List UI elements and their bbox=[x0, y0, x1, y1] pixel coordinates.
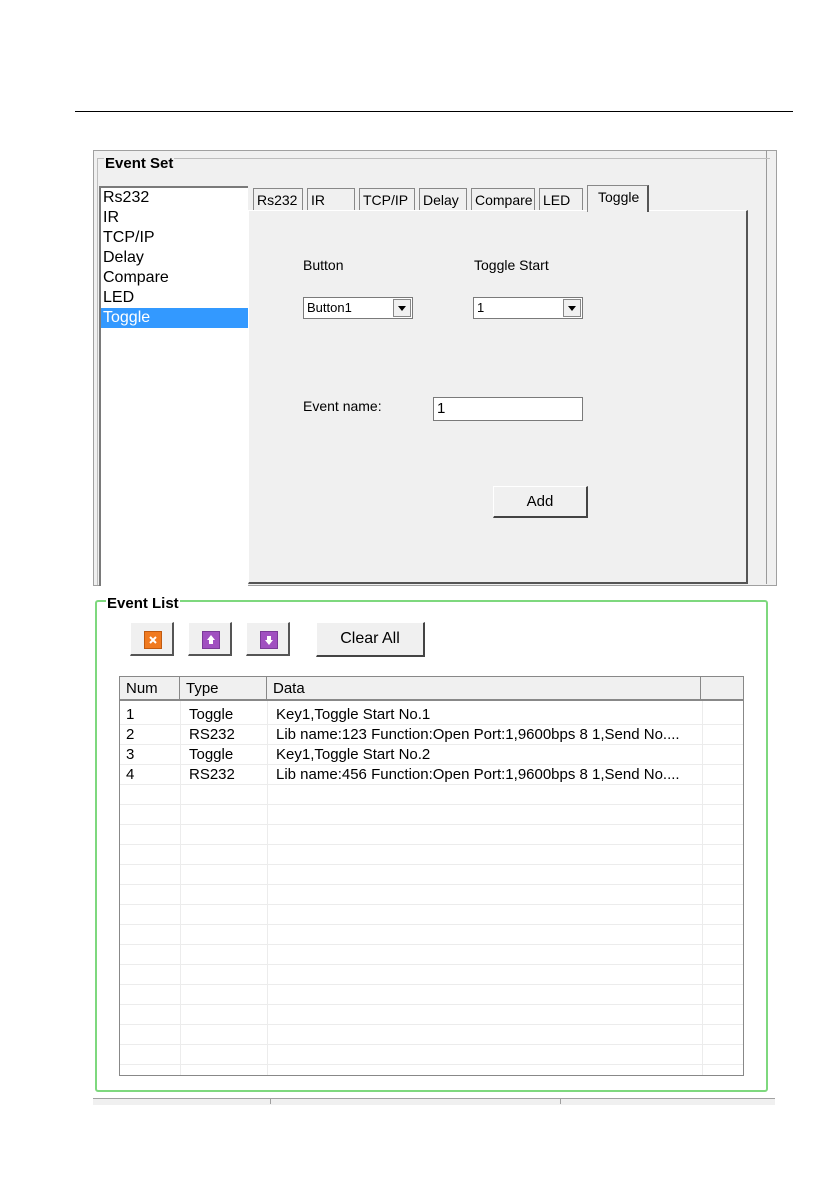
cell-num: 3 bbox=[126, 746, 135, 763]
tab-ir[interactable]: IR bbox=[307, 188, 355, 210]
list-item-rs232[interactable]: Rs232 bbox=[103, 189, 150, 206]
event-list-title: Event List bbox=[107, 595, 179, 612]
empty-row bbox=[120, 1025, 743, 1045]
empty-row bbox=[120, 845, 743, 865]
event-name-input[interactable]: 1 bbox=[433, 397, 583, 421]
list-item-ir[interactable]: IR bbox=[103, 209, 119, 226]
cell-num: 2 bbox=[126, 726, 135, 743]
empty-row bbox=[120, 825, 743, 845]
column-header-type[interactable]: Type bbox=[180, 677, 267, 701]
arrow-down-icon bbox=[260, 631, 278, 649]
event-type-list[interactable] bbox=[99, 186, 248, 586]
move-up-button[interactable] bbox=[188, 622, 232, 656]
list-item-led[interactable]: LED bbox=[103, 289, 135, 306]
cell-type: RS232 bbox=[189, 726, 235, 743]
event-name-label: Event name: bbox=[303, 398, 382, 414]
cell-num: 1 bbox=[126, 706, 135, 723]
chevron-down-icon[interactable] bbox=[563, 299, 581, 317]
toggle-start-value: 1 bbox=[477, 300, 485, 315]
toggle-start-select[interactable] bbox=[473, 297, 583, 319]
tab-led[interactable]: LED bbox=[539, 188, 583, 210]
empty-row bbox=[120, 785, 743, 805]
cell-data: Key1,Toggle Start No.1 bbox=[276, 706, 431, 723]
column-header-data[interactable]: Data bbox=[267, 677, 701, 701]
delete-x-icon bbox=[144, 631, 162, 649]
empty-row bbox=[120, 1045, 743, 1065]
cell-data: Lib name:456 Function:Open Port:1,9600bps 8 1,Send No.... bbox=[276, 766, 680, 783]
table-row[interactable] bbox=[120, 725, 743, 745]
empty-row bbox=[120, 925, 743, 945]
column-header-filler bbox=[701, 677, 744, 701]
arrow-up-icon bbox=[202, 631, 220, 649]
cell-type: RS232 bbox=[189, 766, 235, 783]
empty-row bbox=[120, 965, 743, 985]
tab-delay[interactable]: Delay bbox=[419, 188, 467, 210]
button-select[interactable] bbox=[303, 297, 413, 319]
add-button[interactable]: Add bbox=[493, 486, 588, 518]
column-header-num[interactable]: Num bbox=[120, 677, 180, 701]
empty-row bbox=[120, 945, 743, 965]
list-item-delay[interactable]: Delay bbox=[103, 249, 144, 266]
delete-event-button[interactable] bbox=[130, 622, 174, 656]
tab-toggle[interactable]: Toggle bbox=[587, 185, 649, 212]
list-item-compare[interactable]: Compare bbox=[103, 269, 169, 286]
list-item-tcpip[interactable]: TCP/IP bbox=[103, 229, 155, 246]
event-table[interactable] bbox=[119, 676, 744, 1076]
cell-type: Toggle bbox=[189, 706, 234, 723]
empty-row bbox=[120, 805, 743, 825]
event-set-title: Event Set bbox=[105, 155, 174, 172]
table-row[interactable] bbox=[120, 765, 743, 785]
page-rule bbox=[75, 111, 793, 112]
empty-row bbox=[120, 1005, 743, 1025]
tab-tcpip[interactable]: TCP/IP bbox=[359, 188, 415, 210]
button-label: Button bbox=[303, 257, 344, 273]
list-item-toggle[interactable]: Toggle bbox=[101, 308, 248, 328]
cell-data: Lib name:123 Function:Open Port:1,9600bps 8 1,Send No.... bbox=[276, 726, 680, 743]
status-bar-divider bbox=[560, 1098, 561, 1104]
status-bar-divider bbox=[270, 1098, 271, 1104]
button-select-value: Button1 bbox=[307, 300, 352, 315]
empty-row bbox=[120, 885, 743, 905]
toggle-start-label: Toggle Start bbox=[474, 257, 549, 273]
status-bar bbox=[93, 1098, 775, 1105]
empty-row bbox=[120, 985, 743, 1005]
clear-all-button[interactable]: Clear All bbox=[316, 622, 425, 657]
cell-type: Toggle bbox=[189, 746, 234, 763]
tab-compare[interactable]: Compare bbox=[471, 188, 535, 210]
cell-data: Key1,Toggle Start No.2 bbox=[276, 746, 431, 763]
empty-row bbox=[120, 905, 743, 925]
move-down-button[interactable] bbox=[246, 622, 290, 656]
table-row[interactable] bbox=[120, 745, 743, 765]
cell-num: 4 bbox=[126, 766, 135, 783]
empty-row bbox=[120, 865, 743, 885]
chevron-down-icon[interactable] bbox=[393, 299, 411, 317]
table-row[interactable] bbox=[120, 705, 743, 725]
tab-rs232[interactable]: Rs232 bbox=[253, 188, 303, 210]
